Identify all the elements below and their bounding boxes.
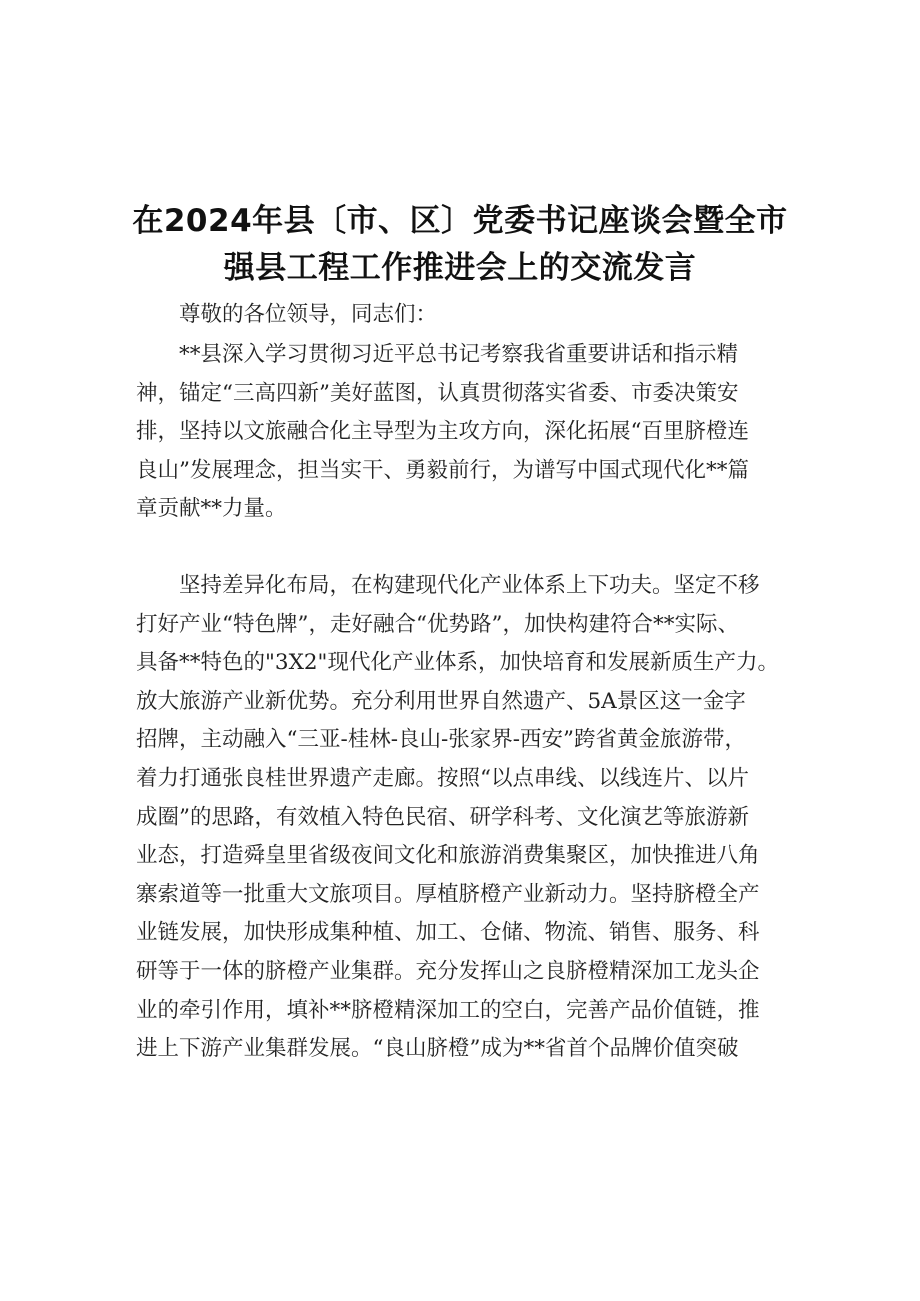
salutation: 尊敬的各位领导，同志们： xyxy=(179,302,438,327)
paragraph-line: 业链发展，加快形成集种植、加工、仓储、物流、销售、服务、科 xyxy=(136,920,760,946)
paragraph-2 xyxy=(136,567,806,1069)
document-title xyxy=(100,198,820,292)
paragraph-line: 进上下游产业集群发展。“良山脐橙”成为**省首个品牌价值突破 xyxy=(136,1036,739,1062)
paragraph-line: 具备**特色的"3X2"现代化产业体系，加快培育和发展新质生产力。 xyxy=(136,650,779,676)
title-line-1: 在2024年县〔市、区〕党委书记座谈会暨全市 xyxy=(132,203,788,239)
paragraph-line: 业态，打造舜皇里省级夜间文化和旅游消费集聚区，加快推进八角 xyxy=(136,843,760,869)
paragraph-line: 业的牵引作用，填补**脐橙精深加工的空白，完善产品价值链，推 xyxy=(136,997,760,1023)
paragraph-line: 打好产业“特色牌”，走好融合“优势路”，加快构建符合**实际、 xyxy=(136,611,739,637)
paragraph-1 xyxy=(136,336,806,529)
paragraph-line: 章贡献**力量。 xyxy=(136,496,287,522)
paragraph-line: 坚持差异化布局，在构建现代化产业体系上下功夫。坚定不移 xyxy=(179,573,760,598)
paragraph-line: 成圈”的思路，有效植入特色民宿、研学科考、文化演艺等旅游新 xyxy=(136,804,749,830)
paragraph-line: 研等于一体的脐橙产业集群。充分发挥山之良脐橙精深加工龙头企 xyxy=(136,958,760,984)
paragraph-line: 排，坚持以文旅融合化主导型为主攻方向，深化拓展“百里脐橙连 xyxy=(136,419,749,445)
paragraph-line: 招牌，主动融入“三亚-桂林-良山-张家界-西安”跨省黄金旅游带， xyxy=(136,727,747,753)
paragraph-line: **县深入学习贯彻习近平总书记考察我省重要讲话和指示精 xyxy=(179,342,739,367)
paragraph-line: 良山”发展理念，担当实干、勇毅前行，为谱写中国式现代化**篇 xyxy=(136,457,749,483)
paragraph-line: 神，锚定“三高四新”美好蓝图，认真贯彻落实省委、市委决策安 xyxy=(136,380,739,406)
title-line-2: 强县工程工作推进会上的交流发言 xyxy=(223,250,697,286)
paragraph-line: 着力打通张良桂世界遗产走廊。按照“以点串线、以线连片、以片 xyxy=(136,765,749,791)
paragraph-line: 放大旅游产业新优势。充分利用世界自然遗产、5A景区这一金字 xyxy=(136,688,746,714)
paragraph-line: 寨索道等一批重大文旅项目。厚植脐橙产业新动力。坚持脐橙全产 xyxy=(136,881,760,907)
